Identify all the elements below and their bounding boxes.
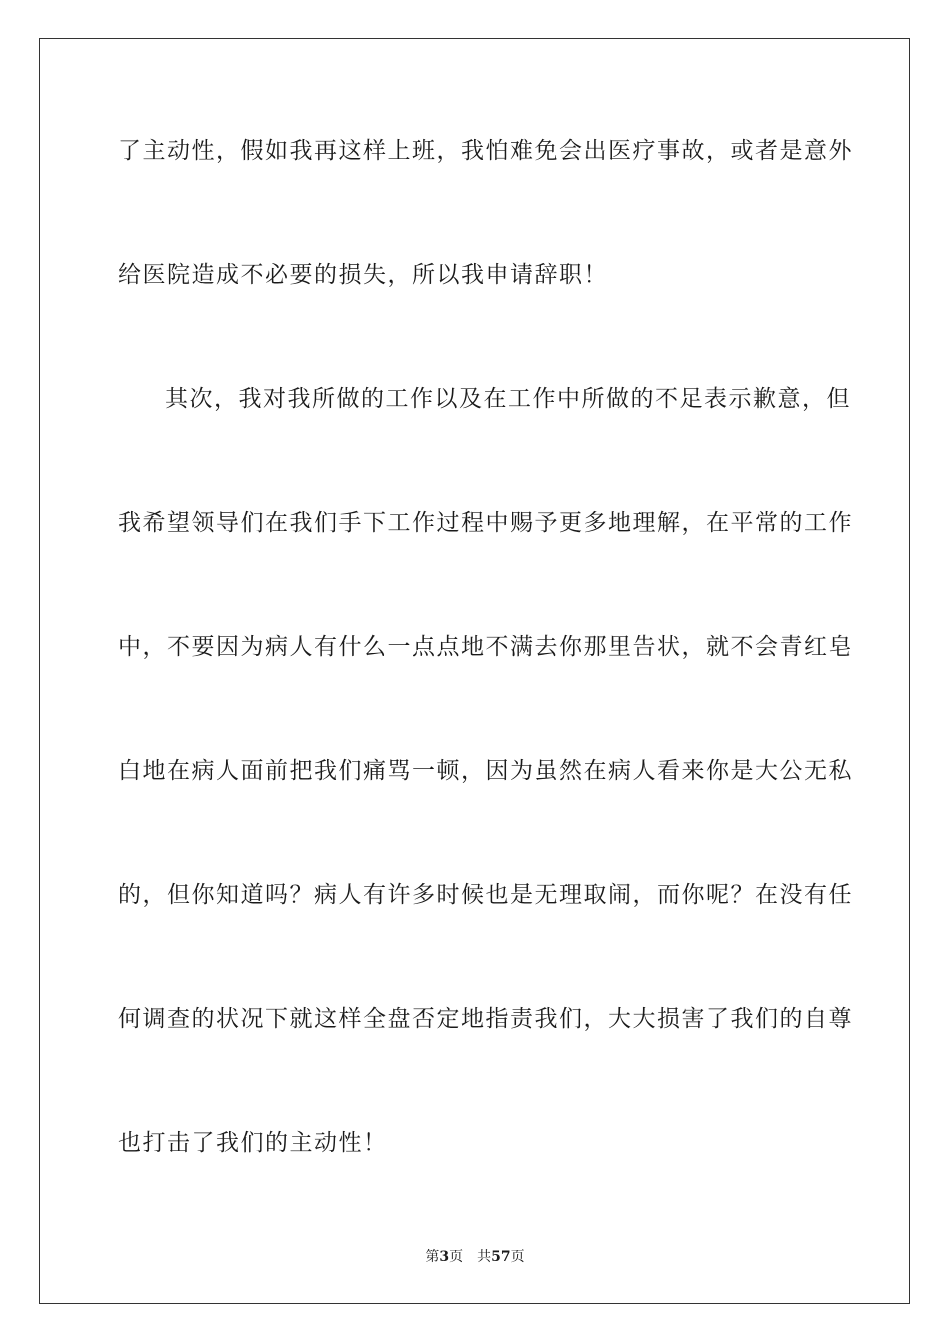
paragraph-line-2: 给医院造成不必要的损失，所以我申请辞职！ [118, 262, 608, 288]
total-pages: 57 [491, 1249, 511, 1265]
page-border [39, 38, 910, 1304]
paragraph-line-6: 白地在病人面前把我们痛骂一顿，因为虽然在病人看来你是大公无私 [118, 758, 853, 784]
total-prefix: 共 [477, 1249, 492, 1265]
paragraph-line-5: 中，不要因为病人有什么一点点地不满去你那里告状，就不会青红皂 [118, 634, 853, 660]
page-prefix: 第 [425, 1249, 440, 1265]
page-suffix: 页 [449, 1249, 464, 1265]
page-number: 3 [439, 1249, 450, 1265]
total-suffix: 页 [510, 1249, 525, 1265]
paragraph-line-4: 我希望领导们在我们手下工作过程中赐予更多地理解，在平常的工作 [118, 510, 853, 536]
paragraph-line-1: 了主动性，假如我再这样上班，我怕难免会出医疗事故，或者是意外 [118, 138, 853, 164]
paragraph-line-9: 也打击了我们的主动性！ [118, 1130, 388, 1156]
paragraph-line-8: 何调查的状况下就这样全盘否定地指责我们，大大损害了我们的自尊 [118, 1006, 853, 1032]
page-footer [0, 1248, 950, 1266]
paragraph-line-7: 的，但你知道吗？病人有许多时候也是无理取闹，而你呢？在没有任 [118, 882, 853, 908]
paragraph-line-3: 其次，我对我所做的工作以及在工作中所做的不足表示歉意，但 [165, 386, 851, 412]
